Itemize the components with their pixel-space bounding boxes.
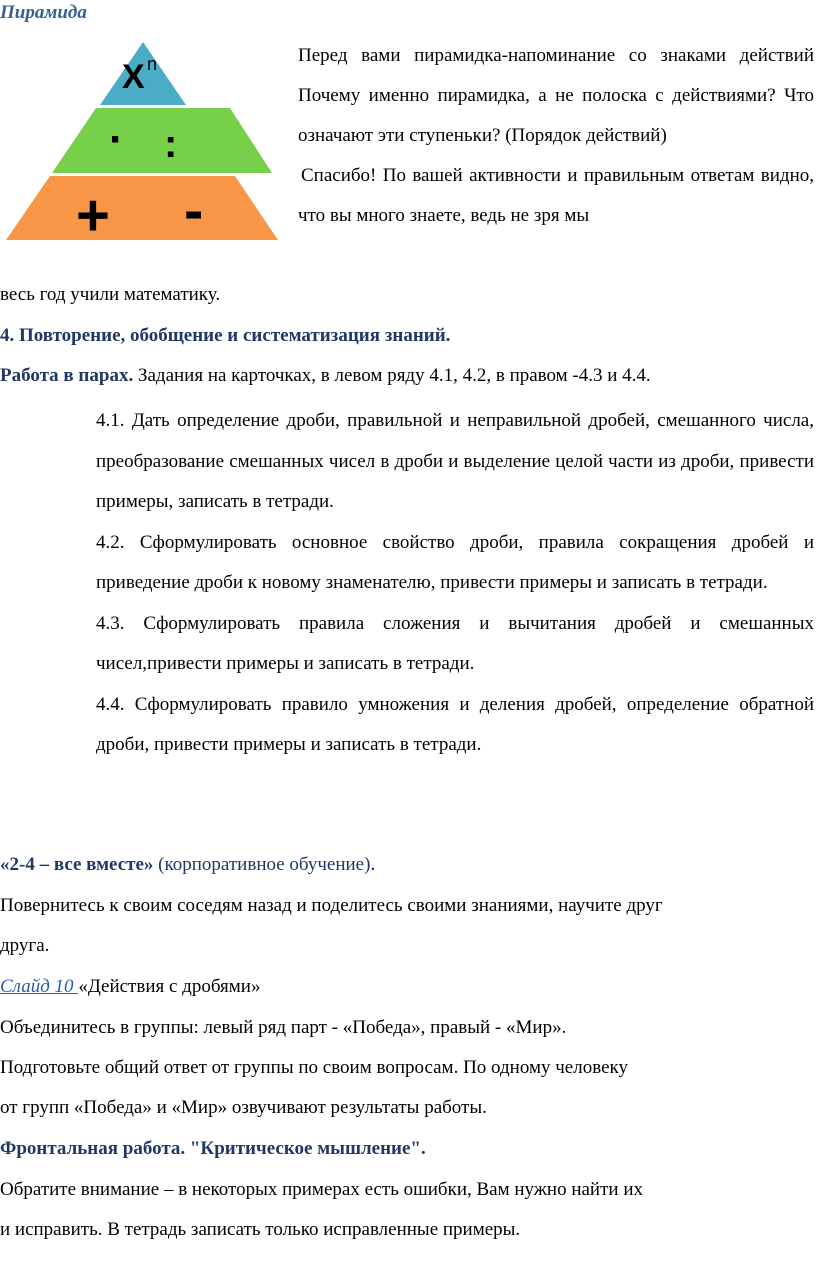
pyramid-bottom-tier xyxy=(6,176,278,240)
pyramid-middle-tier xyxy=(52,108,272,173)
pyramid-power-exponent: n xyxy=(147,54,158,74)
pyramid-illustration xyxy=(6,42,280,242)
turn-around-line-1: Повернитесь к своим соседям назад и поделитесь своими знаниями, научите друг xyxy=(0,895,663,916)
intro-paragraph-question: Перед вами пирамидка-напоминание со знаками действий Почему именно пирамидка, а не полоска с действиями? Что означают эти ступеньки? (Порядок действий) xyxy=(298,45,814,146)
pyramid-divide-sign: : xyxy=(164,122,178,166)
attention-line-1: Обратите внимание – в некоторых примерах есть ошибки, Вам нужно найти их xyxy=(0,1179,643,1200)
task-item-4-2: 4.2. Сформулировать основное свойство дроби, правила сокращения дробей и приведение дроби к новому знаменателю, привести примеры и записать в тетради. xyxy=(96,531,814,593)
groups-line: Объединитесь в группы: левый ряд парт - «Победа», правый - «Мир». xyxy=(0,1017,567,1038)
slide-title: «Действия с дробями» xyxy=(78,976,261,997)
pyramid-minus-sign: - xyxy=(184,178,204,242)
intro-paragraph-thanks: Спасибо! По вашей активности и правильным ответам видно, что вы много знаете, ведь не зря мы xyxy=(298,165,814,226)
pairs-work-label: Работа в парах. xyxy=(0,365,134,386)
intro-paragraph-continuation: весь год учили математику. xyxy=(0,284,221,305)
pyramid-power-symbol: X xyxy=(122,58,145,96)
pyramid-heading: Пирамида xyxy=(0,2,87,23)
pairs-work-line xyxy=(0,365,651,387)
intro-text xyxy=(298,36,814,236)
task-list xyxy=(96,401,814,766)
together-line xyxy=(0,854,375,876)
turn-around-line-2: друга. xyxy=(0,935,50,956)
prepare-line-2: от групп «Победа» и «Мир» озвучивают результаты работы. xyxy=(0,1097,487,1118)
together-dot: . xyxy=(370,854,376,875)
pyramid-plus-sign: + xyxy=(76,183,110,242)
prepare-line-1: Подготовьте общий ответ от группы по своим вопросам. По одному человеку xyxy=(0,1057,628,1078)
frontal-work-title: Фронтальная работа. "Критическое мышление". xyxy=(0,1138,426,1159)
slide-link[interactable]: Слайд 10 xyxy=(0,976,79,997)
task-item-4-4: 4.4. Сформулировать правило умножения и деления дробей, определение обратной дроби, привести примеры и записать в тетради. xyxy=(96,693,814,755)
slide-line xyxy=(0,976,260,998)
task-item-4-1: 4.1. Дать определение дроби, правильной и неправильной дробей, смешанного числа, преобразование смешанных чисел в дроби и выделение целой части из дроби, привести примеры, записать в тетради. xyxy=(96,410,814,512)
pyramid-multiply-sign: · xyxy=(109,115,124,164)
task-item-4-3: 4.3. Сформулировать правила сложения и вычитания дробей и смешанных чисел,привести примеры и записать в тетради. xyxy=(96,612,814,674)
attention-line-2: и исправить. В тетрадь записать только исправленные примеры. xyxy=(0,1219,521,1240)
section-4-title: 4. Повторение, обобщение и систематизация знаний. xyxy=(0,325,451,346)
together-label: «2-4 – все вместе» xyxy=(0,854,154,875)
together-note: (корпоративное обучение) xyxy=(153,854,371,875)
pairs-work-text: Задания на карточках, в левом ряду 4.1, 4.2, в правом -4.3 и 4.4. xyxy=(133,365,651,386)
